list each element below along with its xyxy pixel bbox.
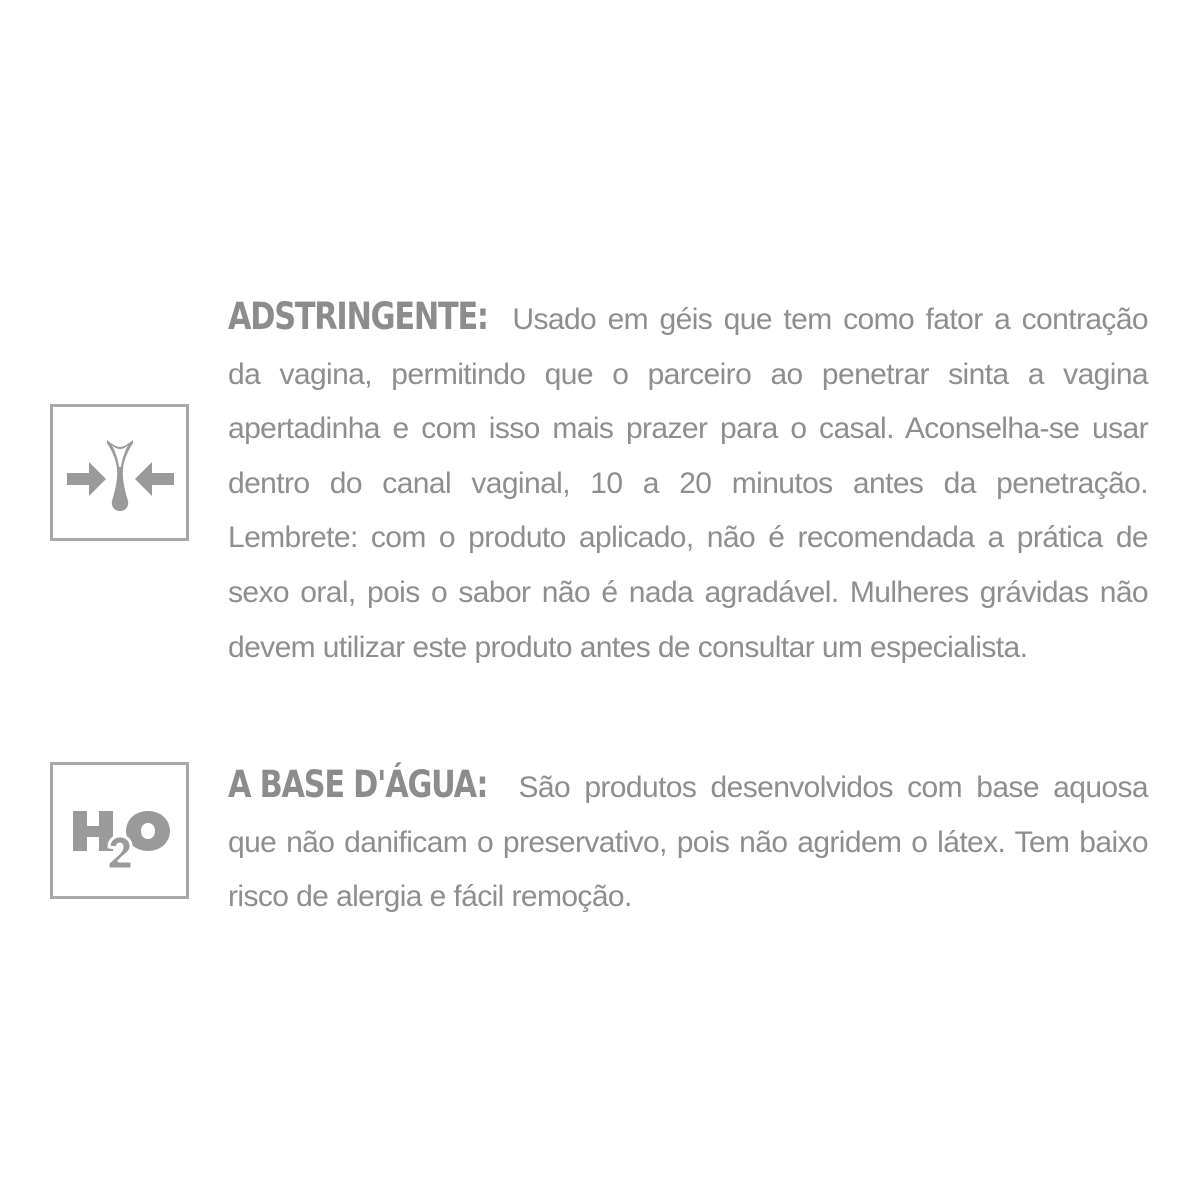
astringent-contraction-icon (53, 407, 186, 538)
astringent-body: Usado em géis que tem como fator a contração da vagina, permitindo que o parceiro ao penetrar sinta a vagina apertadinha e com isso mais prazer para o casal. Aconselha-se usar dentro do canal vaginal, 10 a 20 minutos antes da penetração. Lembrete: com o produto aplicado, não é recomendada a prática de sexo oral, pois o sabor não é nada agradável. Mulheres grávidas não devem utilizar este produto antes de consultar um especialista. (228, 303, 1148, 664)
water-icon-box (50, 762, 189, 899)
astringent-heading: ADSTRINGENTE: (228, 295, 488, 338)
water-based-body: São produtos desenvolvidos com base aquosa que não danificam o preservativo, pois não agridem o látex. Tem baixo risco de alergia e fácil remoção. (228, 771, 1148, 914)
astringent-description (228, 290, 1148, 675)
astringent-icon-box (50, 404, 189, 541)
water-based-description (228, 758, 1148, 925)
water-based-heading: A BASE D'ÁGUA: (228, 763, 488, 806)
h2o-water-icon (53, 765, 186, 896)
